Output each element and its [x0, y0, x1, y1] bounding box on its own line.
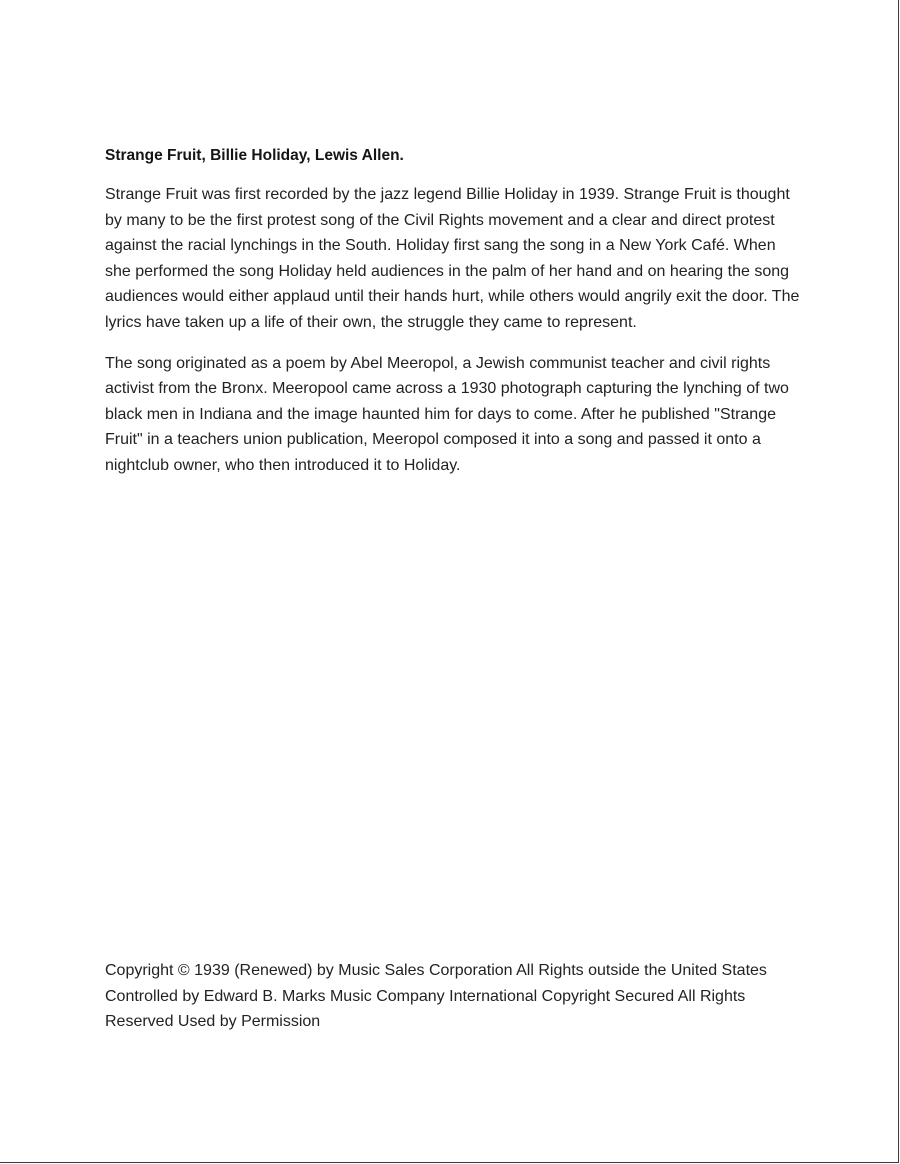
paragraph-history: Strange Fruit was first recorded by the jazz legend Billie Holiday in 1939. Strange Fruit is thought by many to be the first protest song of the Civil Rights movement and a clear and direct protest against the racial lynchings in the South. Holiday first sang the song in a New York Café. When she performed the song Holiday held audiences in the palm of her hand and on hearing the song audiences would either applaud until their hands hurt, while others would angrily exit the door. The lyrics have taken up a life of their own, the struggle they came to represent.	[105, 186, 800, 331]
paragraph-origin: The song originated as a poem by Abel Meeropol, a Jewish communist teacher and civil rights activist from the Bronx. Meeropool came across a 1930 photograph capturing the lynching of two black men in Indiana and the image haunted him for days to come. After he published "Strange Fruit" in a teachers union publication, Meeropol composed it into a song and passed it onto a nightclub owner, who then introduced it to Holiday.	[105, 354, 789, 474]
copyright-notice: Copyright © 1939 (Renewed) by Music Sales Corporation All Rights outside the United States Controlled by Edward B. Marks Music Company International Copyright Secured All Rights Reserved Used by Permission	[105, 962, 767, 1031]
document-title: Strange Fruit, Billie Holiday, Lewis Allen.	[105, 147, 404, 164]
document-body	[105, 145, 805, 494]
